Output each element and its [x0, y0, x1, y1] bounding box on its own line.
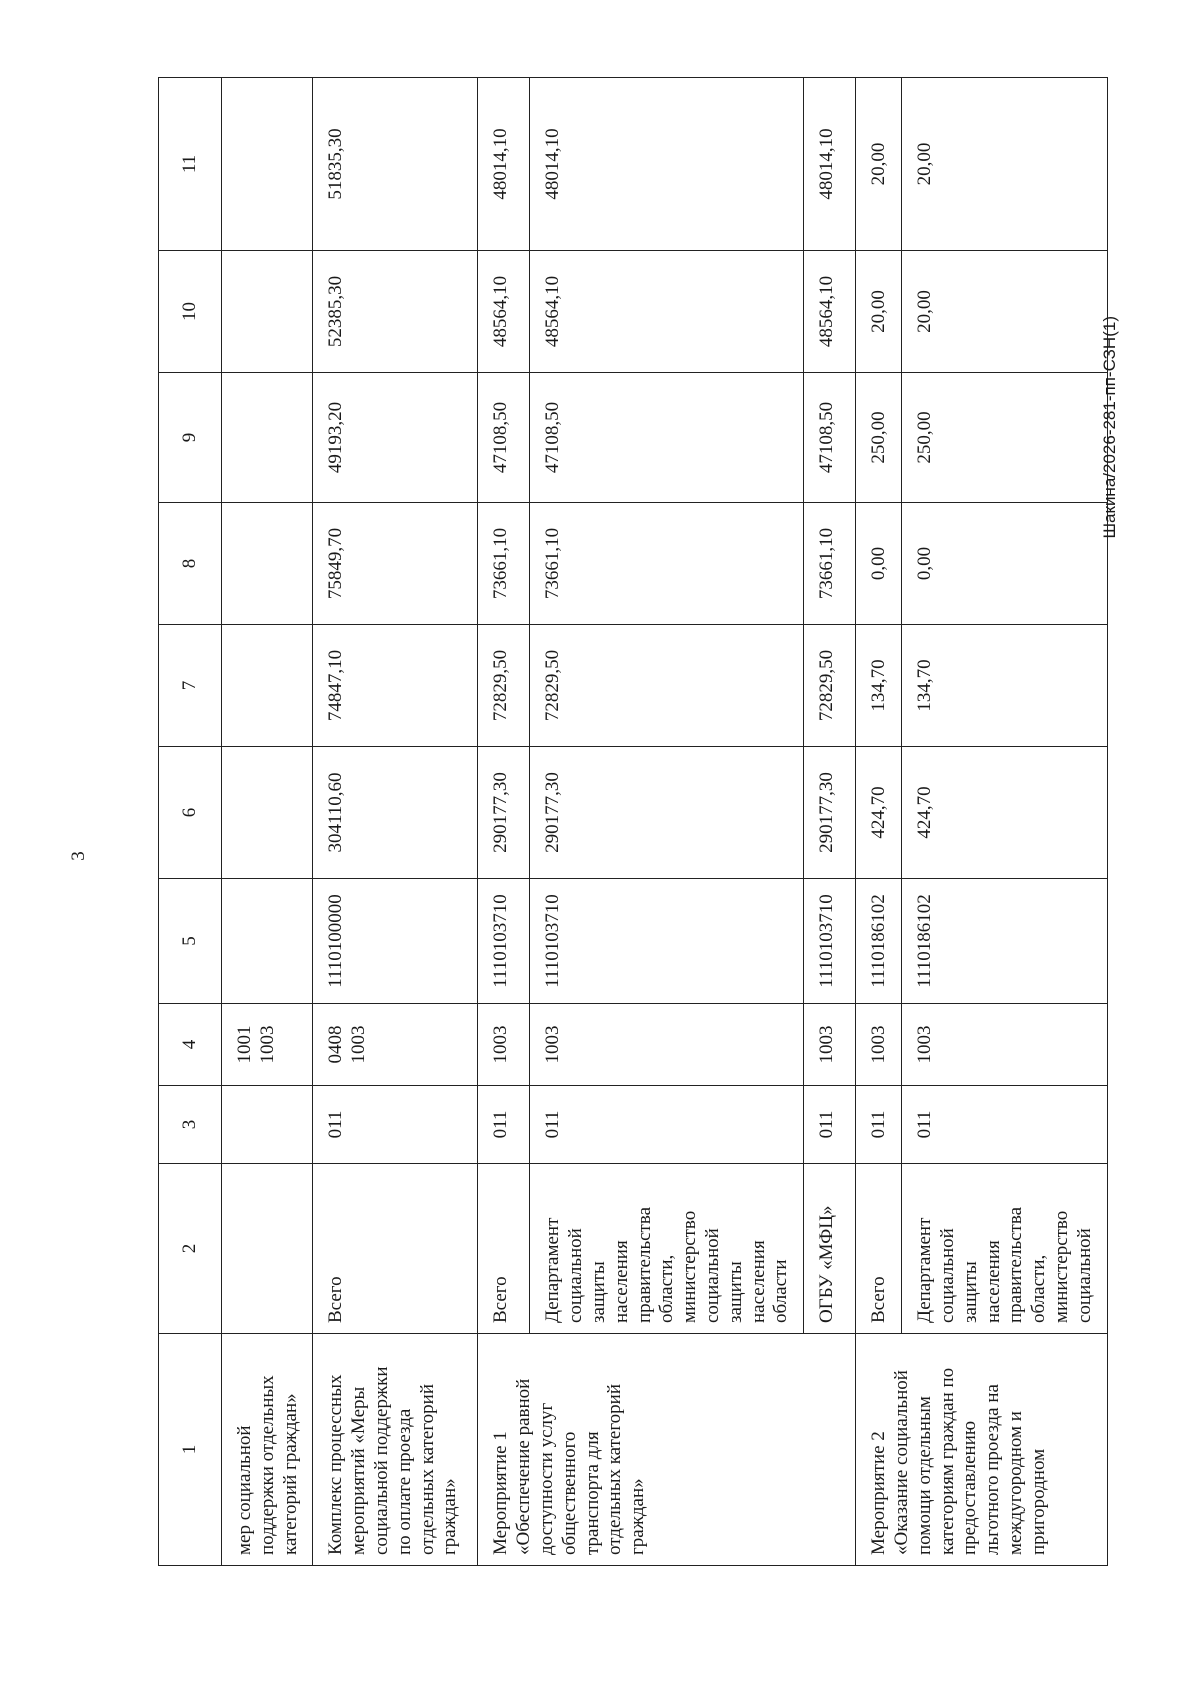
row-y2027: 75849,70: [313, 503, 478, 625]
row-rz: 1003: [856, 1004, 902, 1086]
column-number: 1: [159, 1334, 222, 1566]
table-row: [313, 78, 478, 1566]
row-y2028: 250,00: [902, 373, 1107, 503]
rz-code: 1003: [256, 1025, 278, 1064]
row-y2027: 73661,10: [478, 503, 530, 625]
row-y2029: 48564,10: [478, 251, 530, 373]
row-grbs: 011: [478, 1086, 530, 1164]
row-rz: 1003: [804, 1004, 856, 1086]
row-csr: 1110103710: [530, 879, 804, 1004]
row-grbs: 011: [530, 1086, 804, 1164]
table-row: [222, 78, 313, 1566]
row-total: 304110,60: [313, 747, 478, 879]
column-number: 11: [159, 78, 222, 251]
row-executor: Всего: [856, 1164, 902, 1334]
row-y2029: [222, 251, 313, 373]
column-number: 3: [159, 1086, 222, 1164]
row-total: 424,70: [856, 747, 902, 879]
row-name: Мероприятие 2 «Оказание социальной помощи отдельным категориям граждан по предоставлению льготного проезда на междугородном и пригородном: [856, 1334, 1107, 1566]
row-y2030: 48014,10: [804, 78, 856, 251]
column-number-row: [159, 78, 222, 1566]
row-y2026: 74847,10: [313, 625, 478, 747]
row-y2030: 48014,10: [530, 78, 804, 251]
row-executor: Департамент социальной защиты населения правительства области, министерство социальной: [902, 1164, 1107, 1334]
rz-code: 0408: [325, 1025, 347, 1064]
row-name: Мероприятие 1 «Обеспечение равной доступности услуг общественного транспорта для отдельных категорий граждан»: [478, 1334, 856, 1566]
row-grbs: 011: [313, 1086, 478, 1164]
row-executor: [222, 1164, 313, 1334]
rotated-page: [50, 6, 1150, 1706]
row-y2028: 47108,50: [804, 373, 856, 503]
row-rz: [313, 1004, 478, 1086]
row-grbs: 011: [804, 1086, 856, 1164]
table-row: [856, 78, 902, 1566]
column-number: 2: [159, 1164, 222, 1334]
column-number: 9: [159, 373, 222, 503]
row-csr: 1110186102: [902, 879, 1107, 1004]
row-y2029: 20,00: [902, 251, 1107, 373]
document-code: Шакина/2026-281-пп-СЗН(1): [1100, 316, 1119, 539]
column-number: 6: [159, 747, 222, 879]
row-executor: Всего: [313, 1164, 478, 1334]
row-executor: ОГБУ «МФЦ»: [804, 1164, 856, 1334]
row-csr: 1110186102: [856, 879, 902, 1004]
row-y2027: 73661,10: [530, 503, 804, 625]
row-y2030: [222, 78, 313, 251]
row-y2027: 0,00: [902, 503, 1107, 625]
row-csr: [222, 879, 313, 1004]
row-y2028: 47108,50: [530, 373, 804, 503]
row-y2029: 48564,10: [530, 251, 804, 373]
row-rz: 1003: [478, 1004, 530, 1086]
row-y2029: 52385,30: [313, 251, 478, 373]
row-y2028: [222, 373, 313, 503]
row-grbs: 011: [902, 1086, 1107, 1164]
row-y2026: 72829,50: [478, 625, 530, 747]
row-y2030: 20,00: [902, 78, 1107, 251]
row-total: 424,70: [902, 747, 1107, 879]
row-total: 290177,30: [478, 747, 530, 879]
row-y2027: 73661,10: [804, 503, 856, 625]
row-y2028: 49193,20: [313, 373, 478, 503]
row-y2030: 20,00: [856, 78, 902, 251]
column-number: 4: [159, 1004, 222, 1086]
row-grbs: 011: [856, 1086, 902, 1164]
row-y2029: 48564,10: [804, 251, 856, 373]
column-number: 5: [159, 879, 222, 1004]
row-y2026: 134,70: [902, 625, 1107, 747]
row-rz: 1003: [530, 1004, 804, 1086]
row-csr: 1110103710: [804, 879, 856, 1004]
row-y2026: [222, 625, 313, 747]
row-y2026: 134,70: [856, 625, 902, 747]
row-total: 290177,30: [804, 747, 856, 879]
row-y2027: [222, 503, 313, 625]
row-name: мер социальной поддержки отдельных категорий граждан»: [222, 1334, 313, 1566]
row-y2030: 48014,10: [478, 78, 530, 251]
row-y2030: 51835,30: [313, 78, 478, 251]
row-y2029: 20,00: [856, 251, 902, 373]
row-y2028: 47108,50: [478, 373, 530, 503]
column-number: 8: [159, 503, 222, 625]
row-rz: [222, 1004, 313, 1086]
row-y2026: 72829,50: [530, 625, 804, 747]
column-number: 7: [159, 625, 222, 747]
column-number: 10: [159, 251, 222, 373]
row-y2026: 72829,50: [804, 625, 856, 747]
row-grbs: [222, 1086, 313, 1164]
row-total: [222, 747, 313, 879]
row-rz: 1003: [902, 1004, 1107, 1086]
row-y2027: 0,00: [856, 503, 902, 625]
row-csr: 1110103710: [478, 879, 530, 1004]
row-name: Комплекс процессных мероприятий «Меры социальной поддержки по оплате проезда отдельных категорий граждан»: [313, 1334, 478, 1566]
row-executor: Всего: [478, 1164, 530, 1334]
budget-table: [158, 77, 1108, 1566]
row-executor: Департамент социальной защиты населения правительства области, министерство социальной защиты населения области: [530, 1164, 804, 1334]
row-y2028: 250,00: [856, 373, 902, 503]
row-total: 290177,30: [530, 747, 804, 879]
rz-code: 1003: [348, 1025, 370, 1064]
row-csr: 1110100000: [313, 879, 478, 1004]
page-number: 3: [68, 851, 89, 861]
rz-code: 1001: [234, 1025, 255, 1064]
table-row: [478, 78, 530, 1566]
